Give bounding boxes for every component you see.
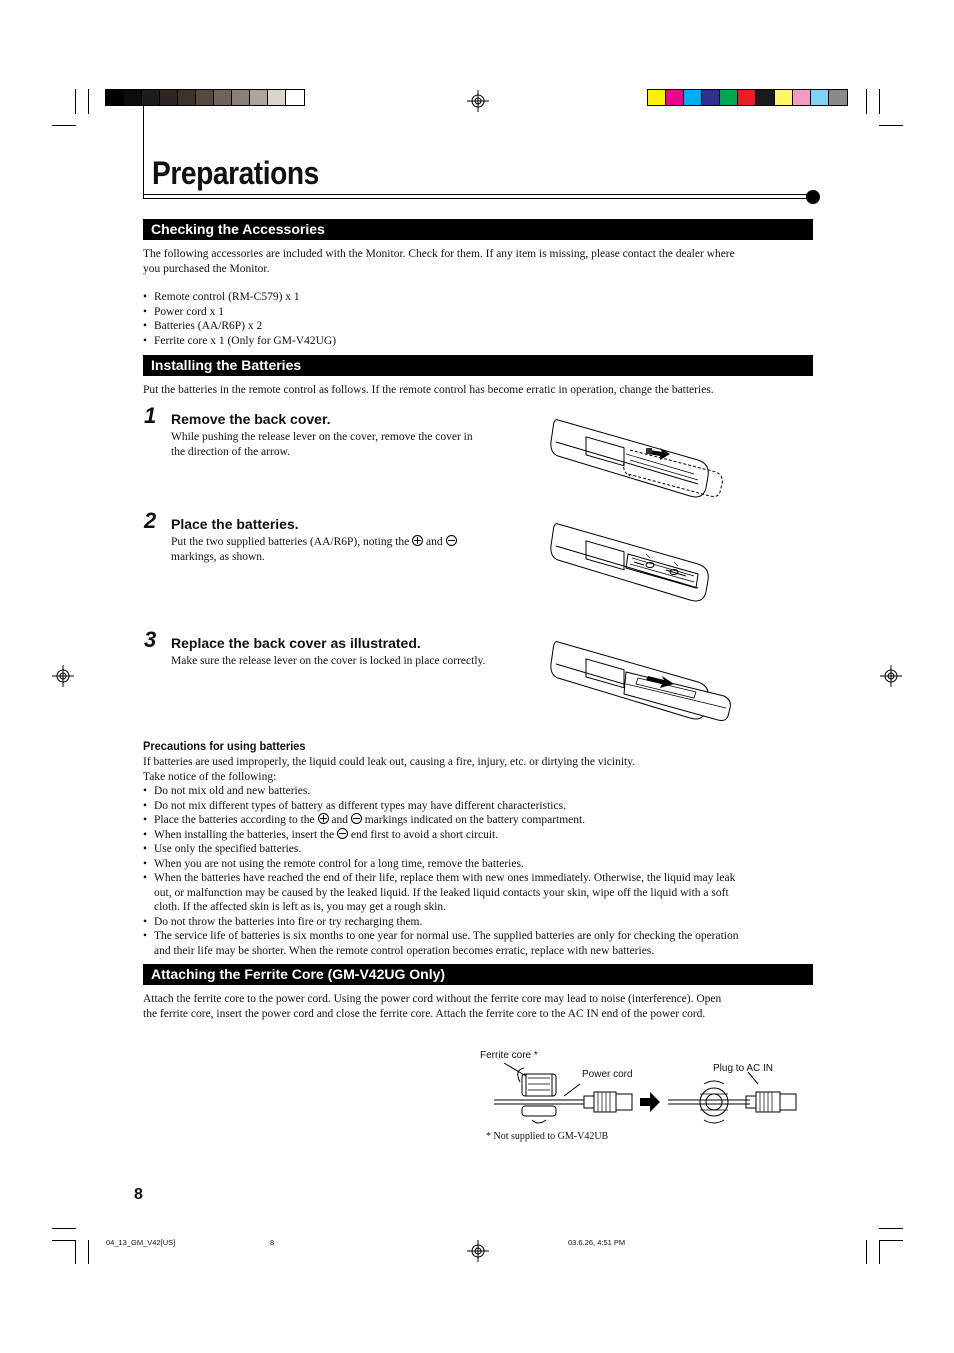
title-underline bbox=[143, 198, 811, 199]
color-swatch bbox=[666, 90, 684, 105]
color-swatch bbox=[793, 90, 811, 105]
list-item: • When you are not using the remote control for a long time, remove the batteries. bbox=[143, 857, 818, 872]
color-swatch bbox=[811, 90, 829, 105]
crop-mark bbox=[879, 125, 903, 126]
plug-label: Plug to AC IN bbox=[713, 1063, 774, 1074]
color-swatch bbox=[250, 90, 268, 105]
color-swatch bbox=[756, 90, 774, 105]
color-swatch bbox=[648, 90, 666, 105]
crop-mark bbox=[866, 89, 867, 114]
precautions-heading: Precautions for using batteries bbox=[143, 739, 306, 753]
ferrite-core-label: Ferrite core * bbox=[480, 1050, 538, 1061]
footer-page: 8 bbox=[270, 1238, 275, 1247]
list-item-line: and their life may be shorter. When the remote control operation becomes erratic, replace with new batteries. bbox=[154, 944, 655, 957]
minus-symbol-icon bbox=[446, 535, 457, 546]
crop-mark bbox=[75, 1240, 76, 1264]
crop-mark bbox=[879, 1240, 880, 1264]
list-item bbox=[143, 929, 818, 958]
page-title: Preparations bbox=[152, 155, 319, 191]
color-swatch bbox=[720, 90, 738, 105]
list-item bbox=[143, 828, 818, 843]
precautions-text bbox=[143, 755, 818, 958]
step-description-line: the direction of the arrow. bbox=[171, 445, 290, 458]
registration-mark-icon bbox=[52, 665, 74, 687]
precautions-list bbox=[143, 784, 818, 958]
title-underline bbox=[143, 194, 811, 195]
list-item-text: markings indicated on the battery compartment. bbox=[364, 814, 586, 826]
grayscale-color-bar bbox=[105, 89, 305, 106]
crop-mark bbox=[52, 125, 76, 126]
precautions-line: If batteries are used improperly, the liquid could leak out, causing a fire, injury, etc. or dirtying the vicinity. bbox=[143, 756, 636, 768]
crop-mark bbox=[866, 1240, 867, 1264]
registration-mark-icon bbox=[467, 1240, 489, 1262]
color-swatch bbox=[196, 90, 214, 105]
registration-mark-icon bbox=[880, 665, 902, 687]
ferrite-footnote: * Not supplied to GM-V42UB bbox=[486, 1131, 609, 1142]
color-swatch bbox=[160, 90, 178, 105]
minus-symbol-icon bbox=[337, 828, 348, 839]
list-item: • Remote control (RM-C579) x 1 bbox=[143, 290, 643, 305]
color-swatch bbox=[142, 90, 160, 105]
step-description bbox=[171, 430, 531, 459]
color-swatch bbox=[214, 90, 232, 105]
step-title: Place the batteries. bbox=[171, 516, 299, 532]
ferrite-intro-line: Attach the ferrite core to the power cord. Using the power cord without the ferrite core may lead to noise (interference). Open bbox=[143, 993, 722, 1005]
list-item-line: • The service life of batteries is six months to one year for normal use. The supplied batteries are only for checking the operation bbox=[154, 930, 739, 942]
list-item: • Batteries (AA/R6P) x 2 bbox=[143, 319, 643, 334]
color-swatch bbox=[702, 90, 720, 105]
step-description-line: While pushing the release lever on the cover, remove the cover in bbox=[171, 431, 473, 443]
color-swatch bbox=[684, 90, 702, 105]
remote-replace-cover-illustration bbox=[548, 636, 734, 728]
list-item-text: and bbox=[331, 814, 348, 826]
section-heading-ferrite: Attaching the Ferrite Core (GM-V42UG Only) bbox=[143, 964, 813, 985]
accessories-intro bbox=[143, 247, 815, 276]
color-swatch bbox=[286, 90, 304, 105]
registration-mark-icon bbox=[467, 90, 489, 112]
title-vertical-rule bbox=[143, 106, 144, 198]
list-item: • Power cord x 1 bbox=[143, 305, 643, 320]
footer-filename: 04_13_GM_V42[US] bbox=[106, 1238, 176, 1247]
color-swatch bbox=[738, 90, 756, 105]
accessories-list bbox=[143, 290, 643, 348]
list-item-text: Place the batteries according to the bbox=[154, 814, 315, 826]
section-heading-batteries: Installing the Batteries bbox=[143, 355, 813, 376]
list-item bbox=[143, 871, 818, 915]
color-swatch bbox=[106, 90, 124, 105]
page-number: 8 bbox=[134, 1186, 143, 1203]
list-item-line: • When the batteries have reached the end of their life, replace them with new ones immediately. Otherwise, the liquid may leak bbox=[154, 872, 736, 884]
color-swatch bbox=[124, 90, 142, 105]
cmyk-color-bar bbox=[647, 89, 848, 106]
color-swatch bbox=[775, 90, 793, 105]
crop-mark bbox=[88, 89, 89, 114]
crop-mark bbox=[52, 1240, 76, 1241]
section-heading-accessories: Checking the Accessories bbox=[143, 219, 813, 240]
color-swatch bbox=[232, 90, 250, 105]
crop-mark bbox=[879, 1240, 903, 1241]
batteries-intro: Put the batteries in the remote control as follows. If the remote control has become erratic in operation, change the batteries. bbox=[143, 384, 714, 396]
crop-mark bbox=[879, 89, 880, 114]
step-description: Make sure the release lever on the cover is locked in place correctly. bbox=[171, 655, 486, 667]
step-number: 2 bbox=[144, 508, 157, 533]
list-item-line: out, or malfunction may be caused by the leaked liquid. If the leaked liquid contacts your skin, wipe off the liquid with a soft bbox=[154, 886, 729, 899]
remote-place-batteries-illustration bbox=[548, 518, 716, 610]
crop-mark bbox=[879, 1228, 903, 1229]
crop-mark bbox=[75, 89, 76, 114]
accessories-intro-line: you purchased the Monitor. bbox=[143, 262, 270, 275]
step-number: 1 bbox=[144, 403, 157, 428]
plus-symbol-icon bbox=[412, 535, 423, 546]
color-swatch bbox=[178, 90, 196, 105]
list-item-text: end first to avoid a short circuit. bbox=[350, 828, 499, 841]
list-item: • Do not mix old and new batteries. bbox=[143, 784, 818, 799]
ferrite-intro-line: the ferrite core, insert the power cord and close the ferrite core. Attach the ferrite core to the AC IN end of the power cord. bbox=[143, 1007, 706, 1020]
power-cord-label: Power cord bbox=[582, 1069, 633, 1080]
list-item: • Ferrite core x 1 (Only for GM-V42UG) bbox=[143, 334, 643, 349]
ferrite-intro bbox=[143, 992, 818, 1021]
crop-mark bbox=[52, 1228, 76, 1229]
list-item bbox=[143, 813, 818, 828]
color-swatch bbox=[268, 90, 286, 105]
step-title: Remove the back cover. bbox=[171, 411, 331, 427]
step-number: 3 bbox=[144, 627, 157, 652]
plus-symbol-icon bbox=[318, 813, 329, 824]
list-item: • Do not mix different types of battery as different types may have different characteristics. bbox=[143, 799, 818, 814]
step-description-text: Put the two supplied batteries (AA/R6P), noting the bbox=[171, 536, 410, 548]
crop-mark bbox=[88, 1240, 89, 1264]
list-item-line: cloth. If the affected skin is left as is, you may get a rough skin. bbox=[154, 901, 447, 913]
list-item: • Use only the specified batteries. bbox=[143, 842, 818, 857]
step-description bbox=[171, 535, 531, 564]
precautions-line: Take notice of the following: bbox=[143, 770, 277, 783]
list-item-text: When installing the batteries, insert the bbox=[154, 828, 335, 841]
list-item: • Do not throw the batteries into fire or try recharging them. bbox=[143, 915, 818, 930]
color-swatch bbox=[829, 90, 847, 105]
remote-remove-cover-illustration bbox=[548, 412, 728, 504]
ferrite-core-diagram bbox=[490, 1060, 802, 1128]
footer-date: 03.6.26, 4:51 PM bbox=[568, 1238, 626, 1247]
step-description-line: markings, as shown. bbox=[171, 550, 265, 563]
accessories-intro-line: The following accessories are included with the Monitor. Check for them. If any item is missing, please contact the dealer where bbox=[143, 248, 735, 260]
minus-symbol-icon bbox=[351, 813, 362, 824]
step-description-text: and bbox=[426, 536, 443, 548]
step-title: Replace the back cover as illustrated. bbox=[171, 635, 421, 651]
title-bullet-dot bbox=[806, 190, 820, 204]
